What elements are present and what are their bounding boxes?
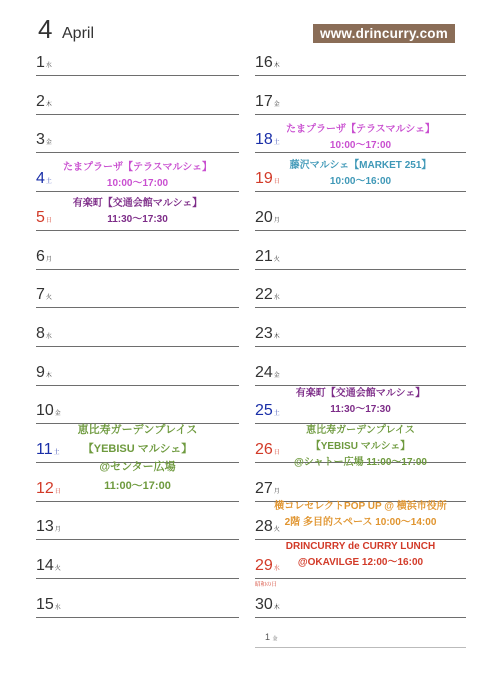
day-label	[255, 480, 280, 501]
day-label	[36, 93, 52, 114]
event-time: 11:30〜17:30	[330, 404, 391, 415]
day-row	[36, 386, 239, 424]
event-time: 10:00〜17:00	[106, 178, 169, 189]
event-location-time: 2階 多目的スペース 10:00〜14:00	[284, 517, 437, 528]
day-number: 23	[255, 324, 273, 342]
day-weekday: 火	[273, 256, 280, 263]
day-row	[255, 232, 466, 270]
event-title: 横コレセレクトPOP UP @ 横浜市役所	[274, 501, 447, 512]
day-row	[36, 580, 239, 618]
event-time: 10:00〜17:00	[329, 140, 392, 151]
day-row	[36, 541, 239, 579]
day-number: 4	[36, 170, 45, 188]
day-label	[36, 54, 52, 75]
day-number: 21	[255, 247, 273, 265]
day-row	[36, 348, 239, 386]
day-weekday: 水	[273, 566, 280, 573]
day-weekday: 水	[54, 604, 61, 611]
day-number: 2	[36, 92, 45, 110]
day-weekday: 水	[45, 333, 52, 340]
day-row	[36, 270, 239, 308]
event-title: たまプラーザ【テラスマルシェ】	[285, 124, 436, 135]
day-label	[255, 93, 280, 114]
day-weekday: 日	[45, 217, 52, 224]
day-weekday: 木	[273, 63, 280, 69]
day-number: 1	[36, 54, 45, 71]
day-row	[255, 309, 466, 347]
day-number: 6	[36, 247, 45, 265]
day-number: 13	[36, 518, 54, 536]
day-number: 25	[255, 402, 273, 420]
day-label	[255, 209, 280, 230]
day-weekday: 水	[45, 63, 52, 69]
event-time: 10:00〜16:00	[329, 176, 392, 187]
website-url[interactable]: www.drincurry.com	[313, 24, 455, 43]
day-row	[255, 77, 466, 115]
next-month-day-weekday: 金	[272, 636, 278, 642]
day-label	[255, 54, 280, 75]
day-number: 28	[255, 518, 273, 536]
day-number: 24	[255, 363, 273, 381]
event-title: 恵比寿ガーデンプレイス	[306, 425, 415, 436]
day-number: 11	[36, 441, 53, 458]
month-number: 4	[38, 14, 53, 44]
day-weekday: 金	[273, 101, 280, 108]
day-weekday: 月	[273, 488, 280, 495]
day-weekday: 金	[54, 411, 61, 418]
day-weekday: 水	[273, 295, 280, 302]
day-number: 8	[36, 324, 45, 342]
event-time: 11:30〜17:30	[107, 214, 168, 225]
event-location-time: @OKAVILGE 12:00〜16:00	[297, 557, 424, 568]
day-row	[36, 38, 239, 76]
day-weekday: 木	[273, 333, 280, 340]
day-weekday: 土	[45, 179, 52, 186]
day-weekday: 日	[273, 179, 280, 186]
divider-line	[255, 617, 466, 618]
day-number: 29	[255, 557, 273, 575]
day-label	[255, 325, 280, 346]
event-title: 有楽町【交通会館マルシェ】	[72, 198, 203, 209]
day-number: 30	[255, 595, 273, 613]
day-row	[36, 502, 239, 540]
day-row	[36, 309, 239, 347]
day-label	[36, 131, 52, 152]
day-row	[36, 115, 239, 153]
day-row	[36, 77, 239, 115]
day-weekday: 日	[54, 488, 61, 495]
event-title: 藤沢マルシェ【MARKET 251】	[289, 160, 432, 171]
day-number: 16	[255, 54, 273, 71]
day-number: 27	[255, 479, 273, 497]
day-label	[36, 518, 61, 539]
day-number: 18	[255, 131, 273, 149]
day-number: 10	[36, 402, 54, 420]
divider-line	[255, 647, 466, 648]
day-weekday: 土	[53, 450, 60, 456]
day-row	[255, 38, 466, 76]
day-label	[255, 364, 280, 385]
day-weekday: 火	[273, 527, 280, 534]
day-weekday: 金	[45, 140, 52, 147]
day-weekday: 土	[273, 411, 280, 418]
day-weekday: 日	[273, 450, 280, 456]
day-label	[36, 557, 61, 578]
holiday-label: 昭和の日	[255, 582, 278, 589]
day-number: 15	[36, 595, 54, 613]
event-title: 恵比寿ガーデンプレイス	[77, 424, 198, 436]
day-number: 9	[36, 363, 45, 381]
day-weekday: 月	[45, 256, 52, 263]
day-number: 19	[255, 170, 273, 188]
day-weekday: 火	[45, 295, 52, 302]
day-weekday: 火	[54, 566, 61, 573]
day-row	[255, 270, 466, 308]
day-label	[36, 248, 52, 269]
day-label	[36, 596, 61, 617]
event-title: DRINCURRY de CURRY LUNCH	[285, 541, 436, 552]
event-title: たまプラーザ【テラスマルシェ】	[62, 162, 213, 173]
day-row	[255, 580, 466, 618]
day-row	[255, 348, 466, 386]
day-row	[255, 193, 466, 231]
event-subtitle: 【YEBISU マルシェ】	[310, 441, 411, 452]
day-number: 22	[255, 286, 273, 304]
day-number: 3	[36, 131, 45, 149]
day-label	[36, 286, 52, 307]
day-row	[36, 232, 239, 270]
day-number: 26	[255, 441, 273, 458]
day-weekday: 木	[273, 604, 280, 611]
day-label	[36, 364, 52, 385]
day-weekday: 木	[45, 101, 52, 108]
event-title: 有楽町【交通会館マルシェ】	[295, 388, 426, 399]
day-label	[36, 402, 61, 423]
day-weekday: 木	[45, 372, 52, 379]
event-location-time: @シャトー広場 11:00〜17:00	[294, 457, 427, 468]
event-location: @センター広場	[99, 461, 176, 473]
day-number: 14	[36, 557, 54, 575]
event-time: 11:00〜17:00	[104, 480, 171, 492]
month-name: April	[62, 25, 95, 42]
day-number: 12	[36, 479, 54, 497]
day-number: 5	[36, 208, 45, 226]
day-weekday: 月	[54, 527, 61, 534]
day-number: 17	[255, 92, 273, 110]
day-label	[255, 286, 280, 307]
event-subtitle: 【YEBISU マルシェ】	[82, 443, 193, 455]
divider-line	[36, 617, 239, 618]
next-month-day-number: 1 金	[265, 632, 278, 642]
day-label	[255, 596, 280, 617]
day-number: 20	[255, 208, 273, 226]
next-month-preview	[255, 632, 466, 648]
day-label	[36, 325, 52, 346]
day-weekday: 金	[273, 372, 280, 379]
day-number: 7	[36, 286, 45, 304]
day-weekday: 月	[273, 217, 280, 224]
day-label	[255, 248, 280, 269]
day-weekday: 土	[273, 140, 280, 147]
